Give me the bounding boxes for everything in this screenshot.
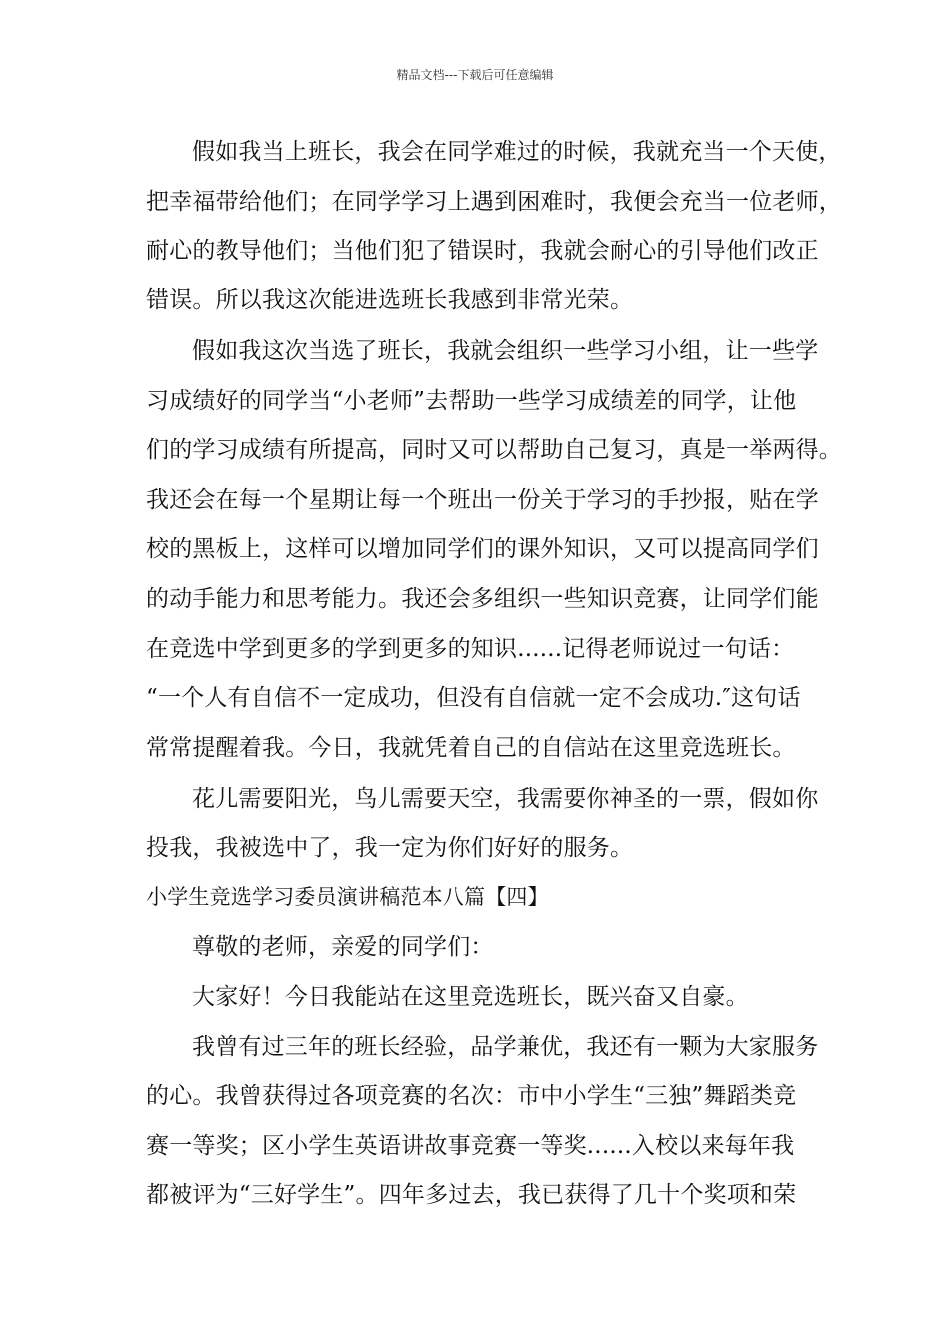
- text-line: 尊敬的老师，亲爱的同学们：: [192, 934, 494, 960]
- text-line: 投我，我被选中了，我一定为你们好好的服务。: [146, 835, 634, 861]
- text-line: 们的学习成绩有所提高，同时又可以帮助自己复习，真是一举两得。: [146, 437, 842, 463]
- text-line: 赛一等奖；区小学生英语讲故事竞赛一等奖......入校以来每年我: [146, 1133, 795, 1159]
- text-line: 都被评为“三好学生”。四年多过去，我已获得了几十个奖项和荣: [146, 1182, 797, 1208]
- text-line: “一个人有自信不一定成功，但没有自信就一定不会成功.″这句话: [146, 685, 801, 711]
- text-line: 的动手能力和思考能力。我还会多组织一些知识竞赛，让同学们能: [146, 586, 819, 612]
- text-line: 耐心的教导他们；当他们犯了错误时，我就会耐心的引导他们改正: [146, 238, 819, 264]
- page-header: 精品文档---下载后可任意编辑: [396, 68, 554, 82]
- text-line: 把幸福带给他们；在同学学习上遇到困难时，我便会充当一位老师，: [146, 189, 842, 215]
- text-line: 习成绩好的同学当“小老师”去帮助一些学习成绩差的同学，让他: [146, 388, 797, 414]
- text-line: 错误。所以我这次能进选班长我感到非常光荣。: [146, 287, 634, 313]
- text-line: 我还会在每一个星期让每一个班出一份关于学习的手抄报，贴在学: [146, 487, 819, 513]
- section-heading: 小学生竞选学习委员演讲稿范本八篇【四】: [146, 885, 549, 909]
- text-line: 大家好！今日我能站在这里竞选班长，既兴奋又自豪。: [192, 984, 749, 1010]
- text-line: 假如我这次当选了班长，我就会组织一些学习小组，让一些学: [192, 338, 819, 364]
- text-line: 的心。我曾获得过各项竞赛的名次：市中小学生“三独”舞蹈类竞: [146, 1083, 797, 1109]
- text-line: 常常提醒着我。今日，我就凭着自己的自信站在这里竞选班长。: [146, 735, 796, 761]
- text-line: 我曾有过三年的班长经验，品学兼优，我还有一颗为大家服务: [192, 1034, 819, 1060]
- text-line: 在竞选中学到更多的学到更多的知识......记得老师说过一句话：: [146, 636, 795, 662]
- text-line: 校的黑板上，这样可以增加同学们的课外知识，又可以提高同学们: [146, 536, 819, 562]
- text-line: 假如我当上班长，我会在同学难过的时候，我就充当一个天使，: [192, 139, 842, 165]
- text-line: 花儿需要阳光，鸟儿需要天空，我需要你神圣的一票，假如你: [192, 786, 819, 812]
